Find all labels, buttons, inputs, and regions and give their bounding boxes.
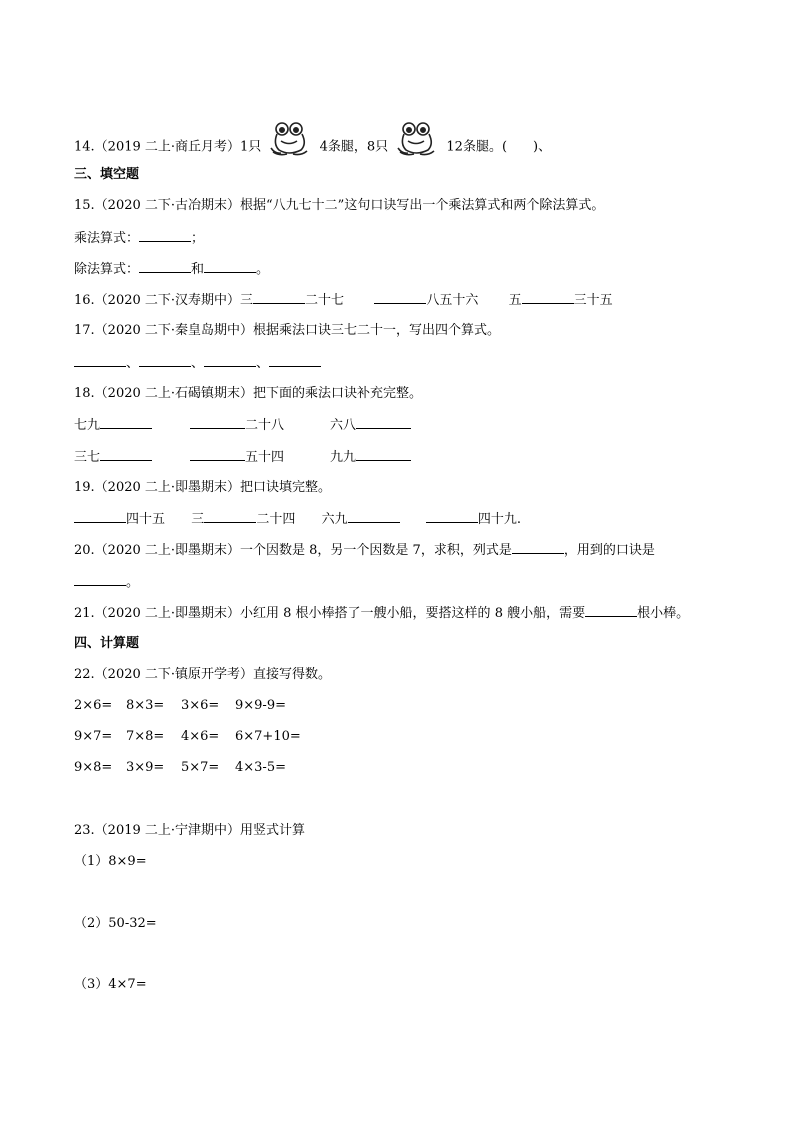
q14-mid: 4条腿，8只 (319, 139, 389, 155)
rhyme-text: 六九 (321, 512, 348, 527)
rhyme-text: 四十九. (477, 512, 522, 527)
q16-b: 八五十六 (426, 293, 479, 308)
vertical-calc-item: （1）8×9= (74, 854, 147, 869)
rhyme-text: 六八 (330, 418, 357, 433)
calc-item: 6×7+10= (235, 729, 301, 744)
punct: 。 (126, 575, 140, 590)
q21-text: 21.（2020 二上·即墨期末）小红用 8 根小棒搭了一艘小船，要搭这样的 8 艘小船，需要 (74, 606, 586, 621)
punct: 。 (256, 262, 270, 277)
answer-blank[interactable] (100, 448, 152, 461)
question-15: 15.（2020 二下·古冶期末）根据“八九七十二”这句口诀写出一个乘法算式和两个除法算式。 (74, 198, 605, 213)
q17-blanks (74, 354, 321, 373)
calc-row (74, 728, 301, 746)
calc-item: 9×8= (74, 760, 113, 775)
calc-item: 2×6= (74, 698, 113, 713)
answer-blank[interactable] (204, 260, 256, 273)
q20-text: 20.（2020 二上·即墨期末）一个因数是 8，另一个因数是 7，求积，列式是 (74, 543, 512, 558)
question-19: 19.（2020 二上·即墨期末）把口诀填完整。 (74, 480, 332, 495)
div-label: 除法算式： (74, 262, 140, 277)
question-17: 17.（2020 二下·秦皇岛期中）根据乘法口诀三七二十一，写出四个算式。 (74, 323, 501, 338)
answer-blank[interactable] (204, 354, 256, 367)
calc-item: 4×6= (181, 729, 220, 744)
calc-item: 9×7= (74, 729, 113, 744)
question-20 (74, 541, 655, 560)
question-18: 18.（2020 二上·石碣镇期末）把下面的乘法口诀补充完整。 (74, 386, 423, 401)
answer-blank[interactable] (512, 541, 564, 554)
rhyme-text: 五十四 (245, 450, 285, 465)
q18-row-2 (74, 448, 411, 467)
answer-blank[interactable] (74, 510, 126, 523)
vertical-calc-item: （2）50-32= (74, 916, 157, 931)
answer-blank[interactable] (139, 229, 191, 242)
question-16 (74, 291, 613, 310)
question-22: 22.（2020 二下·镇原开学考）直接写得数。 (74, 667, 332, 682)
sep: 、 (191, 356, 205, 371)
calc-item: 7×8= (126, 729, 165, 744)
q14-prefix: 14.（2019 二上·商丘月考）1只 (74, 139, 262, 155)
answer-blank[interactable] (585, 604, 637, 617)
answer-blank[interactable] (74, 573, 126, 586)
q16-c: 五 (508, 293, 522, 308)
sep: 、 (126, 356, 140, 371)
q19-blanks (74, 510, 521, 529)
frog-icon (396, 120, 438, 160)
punct: ； (191, 231, 205, 246)
answer-blank[interactable] (190, 448, 245, 461)
vertical-calc-item: （3）4×7= (74, 977, 147, 992)
calc-row (74, 759, 286, 777)
rhyme-text: 三 (191, 512, 205, 527)
calc-item: 3×6= (181, 698, 220, 713)
calc-item: 9×9-9= (235, 698, 286, 713)
q20-line-2 (74, 573, 139, 592)
answer-blank[interactable] (253, 291, 305, 304)
q15-div-line (74, 260, 269, 279)
sep: 、 (256, 356, 270, 371)
q15-mult-line (74, 229, 204, 248)
rhyme-text: 二十四 (256, 512, 296, 527)
section-heading-4: 四、计算题 (74, 636, 140, 651)
answer-blank[interactable] (139, 354, 191, 367)
answer-blank[interactable] (356, 448, 411, 461)
q16-a: 二十七 (305, 293, 345, 308)
answer-blank[interactable] (100, 416, 152, 429)
question-14 (74, 134, 551, 160)
and-text: 和 (191, 262, 205, 277)
answer-blank[interactable] (190, 416, 245, 429)
calc-row (74, 697, 286, 715)
answer-blank[interactable] (426, 510, 478, 523)
calc-item: 3×9= (126, 760, 165, 775)
frog-icon (269, 120, 311, 160)
question-21 (74, 604, 689, 623)
question-23: 23.（2019 二上·宁津期中）用竖式计算 (74, 823, 306, 838)
rhyme-text: 七九 (74, 418, 101, 433)
q18-row-1 (74, 416, 411, 435)
mult-label: 乘法算式： (74, 231, 140, 246)
answer-blank[interactable] (139, 260, 191, 273)
calc-item: 4×3-5= (235, 760, 286, 775)
answer-blank[interactable] (374, 291, 426, 304)
q16-text: 16.（2020 二下·汉寿期中）三 (74, 293, 254, 308)
rhyme-text: 二十八 (245, 418, 285, 433)
section-heading-3: 三、填空题 (74, 167, 140, 182)
answer-blank[interactable] (348, 510, 400, 523)
answer-blank[interactable] (74, 354, 126, 367)
calc-item: 5×7= (181, 760, 220, 775)
rhyme-text: 三七 (74, 450, 101, 465)
answer-blank[interactable] (522, 291, 574, 304)
q14-suffix: 12条腿。( )、 (446, 139, 552, 155)
answer-blank[interactable] (204, 510, 256, 523)
rhyme-text: 四十五 (126, 512, 166, 527)
answer-blank[interactable] (356, 416, 411, 429)
q16-d: 三十五 (573, 293, 613, 308)
calc-item: 8×3= (126, 698, 165, 713)
answer-blank[interactable] (269, 354, 321, 367)
q20-tail: ，用到的口诀是 (563, 543, 655, 558)
rhyme-text: 九九 (330, 450, 357, 465)
q21-tail: 根小棒。 (637, 606, 690, 621)
